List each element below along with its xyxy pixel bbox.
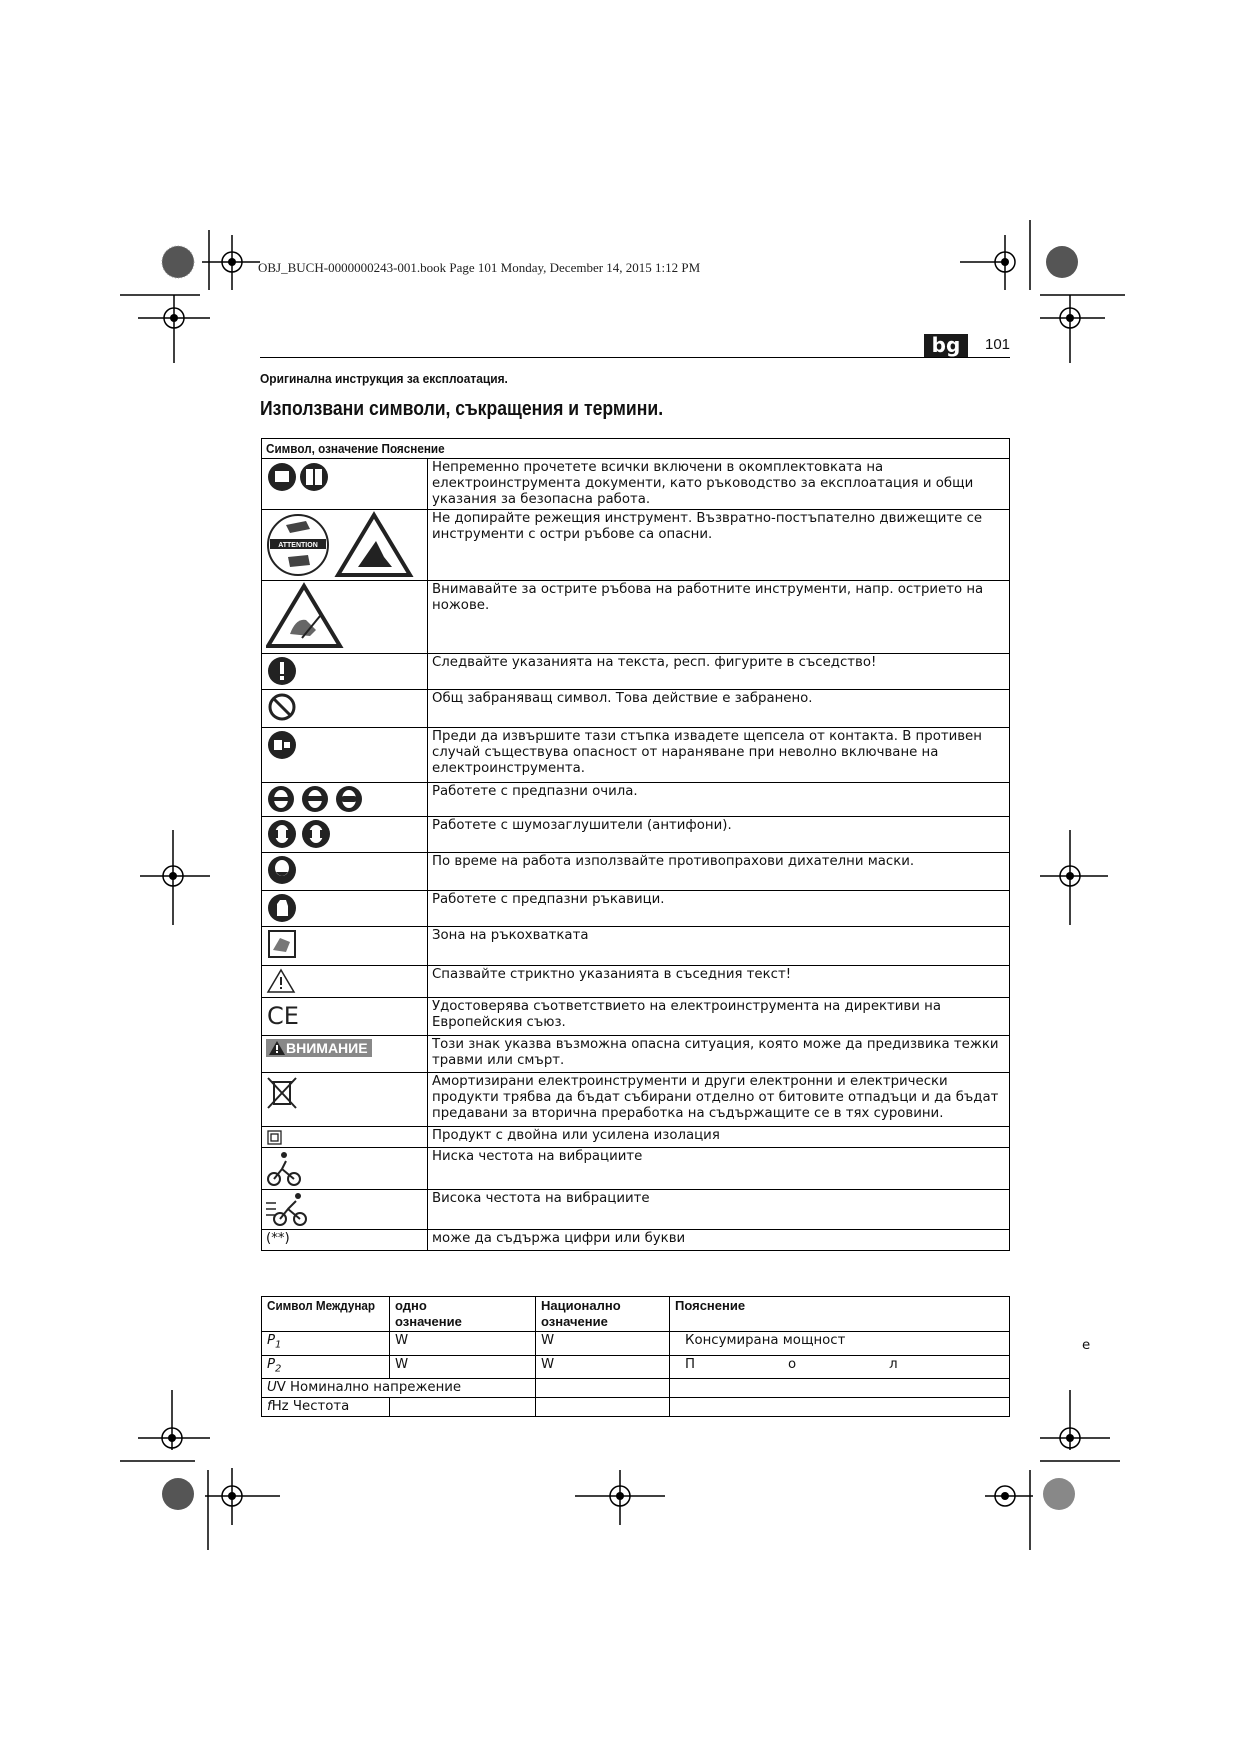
table-row [262,1398,1010,1417]
symbol-cell: (**) [262,1230,428,1251]
description-cell: Работете с шумозаглушители (антифони). [428,817,1010,853]
col-explanation-header: Пояснение [670,1297,1010,1332]
description-cell [670,1398,1010,1417]
table-row [262,966,1010,998]
description-cell: Преди да извършите тази стъпка извадете щепсела от контакта. В противен случай съществува опасност от нараняване при неволно включване на електроинструмента. [428,728,1010,783]
symbol-cell [262,1190,428,1230]
grip-area-icon [266,928,298,960]
table-header: Символ, означение Пояснение [262,439,1010,459]
low-speed-cyclist-icon [266,1149,302,1187]
description-cell: П о л [670,1355,1010,1379]
description-cell: Продукт с двойна или усилена изолация [428,1127,1010,1148]
table-row [262,1379,1010,1398]
quantities-table [261,1296,1010,1417]
crosshair-icon [570,1470,670,1530]
national-cell [536,1398,670,1417]
description-cell [670,1379,1010,1398]
symbol-cell: $P_2$ [262,1355,390,1379]
table-row [262,927,1010,966]
section-subtitle: Оригинална инструкция за експлоатация. [260,371,508,386]
symbol-cell [262,966,428,998]
crosshair-icon [960,210,1080,290]
description-cell: Спазвайте стриктно указанията в съседния текст! [428,966,1010,998]
crosshair-icon [1040,830,1120,930]
symbol-cell [262,998,428,1036]
overflow-char: е [1082,1338,1091,1353]
description-cell: Внимавайте за острите ръбова на работните инструменти, напр. острието на ножове. [428,581,1010,654]
description-cell: Удостоверява съответствието на електроинструмента на директиви на Европейския съюз. [428,998,1010,1036]
table-row [262,728,1010,783]
national-cell: W [536,1332,670,1356]
symbol-cell [262,817,428,853]
description-cell: Ниска честота на вибрациите [428,1148,1010,1190]
table-row [262,1036,1010,1073]
svg-text:ATTENTION: ATTENTION [278,542,318,549]
description-cell: Работете с предпазни ръкавици. [428,891,1010,927]
table-header-row [262,1297,1010,1332]
national-cell [536,1379,670,1398]
table-row [262,581,1010,654]
description-cell: Този знак указва възможна опасна ситуация, която може да предизвика тежки травми или смърт. [428,1036,1010,1073]
high-speed-cyclist-icon [266,1191,308,1227]
col-symbol-header: Символ Междунар [262,1297,390,1332]
intl-cell [390,1398,536,1417]
intl-cell: W [390,1332,536,1356]
description-cell: Висока честота на вибрациите [428,1190,1010,1230]
description-cell: Работете с предпазни очила. [428,783,1010,817]
table-row [262,654,1010,690]
header-rule [260,357,1010,358]
table-row [262,1127,1010,1148]
sharp-edges-warning-icon [266,582,346,650]
symbols-table [261,438,1010,1251]
language-badge: bg [924,334,968,358]
symbol-cell [262,891,428,927]
intl-cell: W [390,1355,536,1379]
weee-bin-icon [266,1074,298,1110]
symbol-cell: $P_1$ [262,1332,390,1356]
table-row [262,1355,1010,1379]
section-title: Използвани символи, съкращения и термини. [260,398,664,420]
book-file-header: OBJ_BUCH-0000000243-001.book Page 101 Monday, December 14, 2015 1:12 PM [258,260,701,275]
eye-protection-icon [266,784,366,814]
description-cell: Следвайте указанията на текста, респ. фигурите в съседство! [428,654,1010,690]
symbol-cell [262,1127,428,1148]
col-national-header: Национално означение [536,1297,670,1332]
table-row [262,459,1010,510]
ear-protection-icon [266,818,336,850]
table-row [262,891,1010,927]
attention-cutting-tool-icon [266,511,416,579]
symbol-cell: fHz Честота [262,1398,390,1417]
description-cell: Не допирайте режещия инструмент. Възвратно-постъпателно движещите се инструменти с остри ръбове са опасни. [428,510,1010,581]
symbol-cell [262,581,428,654]
description-cell: Амортизирани електроинструменти и други електронни и електрически продукти трябва да бъдат събирани отделно от битовите отпадъци и да бъдат предавани за вторична преработка на съдържащите се в тях суровини. [428,1073,1010,1127]
symbol-cell [262,728,428,783]
symbol-cell [262,459,428,510]
symbol-cell [262,1148,428,1190]
prohibition-icon [266,691,298,723]
table-row [262,998,1010,1036]
warning-label: ВНИМАНИЕ [266,1039,372,1057]
table-row [262,1332,1010,1356]
symbol-cell [262,783,428,817]
read-manual-icon [266,460,336,494]
symbol-cell [262,853,428,891]
gloves-icon [266,892,298,924]
crosshair-icon [1040,285,1130,365]
symbol-cell [262,654,428,690]
description-cell: Зона на ръкохватката [428,927,1010,966]
col-international-header: одно означение [390,1297,536,1332]
ce-mark-icon [266,999,306,1031]
description-cell: Непременно прочетете всички включени в окомплектовката на електроинструмента документи, като ръководство за експлоатация и общи указания за безопасна работа. [428,459,1010,510]
table-row [262,1190,1010,1230]
crosshair-icon [135,830,215,930]
table-row [262,853,1010,891]
symbol-cell [262,1036,428,1073]
table-header-row [262,439,1010,459]
table-row [262,817,1010,853]
symbol-cell [262,690,428,728]
table-row [262,783,1010,817]
table-row [262,690,1010,728]
mandatory-note-icon [266,655,298,687]
double-insulation-icon [266,1128,284,1146]
national-cell: W [536,1355,670,1379]
symbol-cell: UV Номинално напрежение [262,1379,536,1398]
warning-triangle-icon [266,967,298,995]
svg-text:CE: CE [267,1002,299,1030]
crosshair-icon [120,285,220,365]
dust-mask-icon [266,854,298,886]
unplug-icon [266,729,298,761]
table-row [262,1148,1010,1190]
description-cell: Консумирана мощност [670,1332,1010,1356]
table-row [262,1073,1010,1127]
page-number: 101 [985,336,1011,353]
warning-triangle-icon [268,1040,286,1056]
table-row [262,510,1010,581]
symbol-cell [262,510,428,581]
symbol-cell [262,1073,428,1127]
symbol-cell [262,927,428,966]
description-cell: Общ забраняващ символ. Това действие е забранено. [428,690,1010,728]
table-row [262,1230,1010,1251]
description-cell: По време на работа използвайте противопрахови дихателни маски. [428,853,1010,891]
description-cell: може да съдържа цифри или букви [428,1230,1010,1251]
